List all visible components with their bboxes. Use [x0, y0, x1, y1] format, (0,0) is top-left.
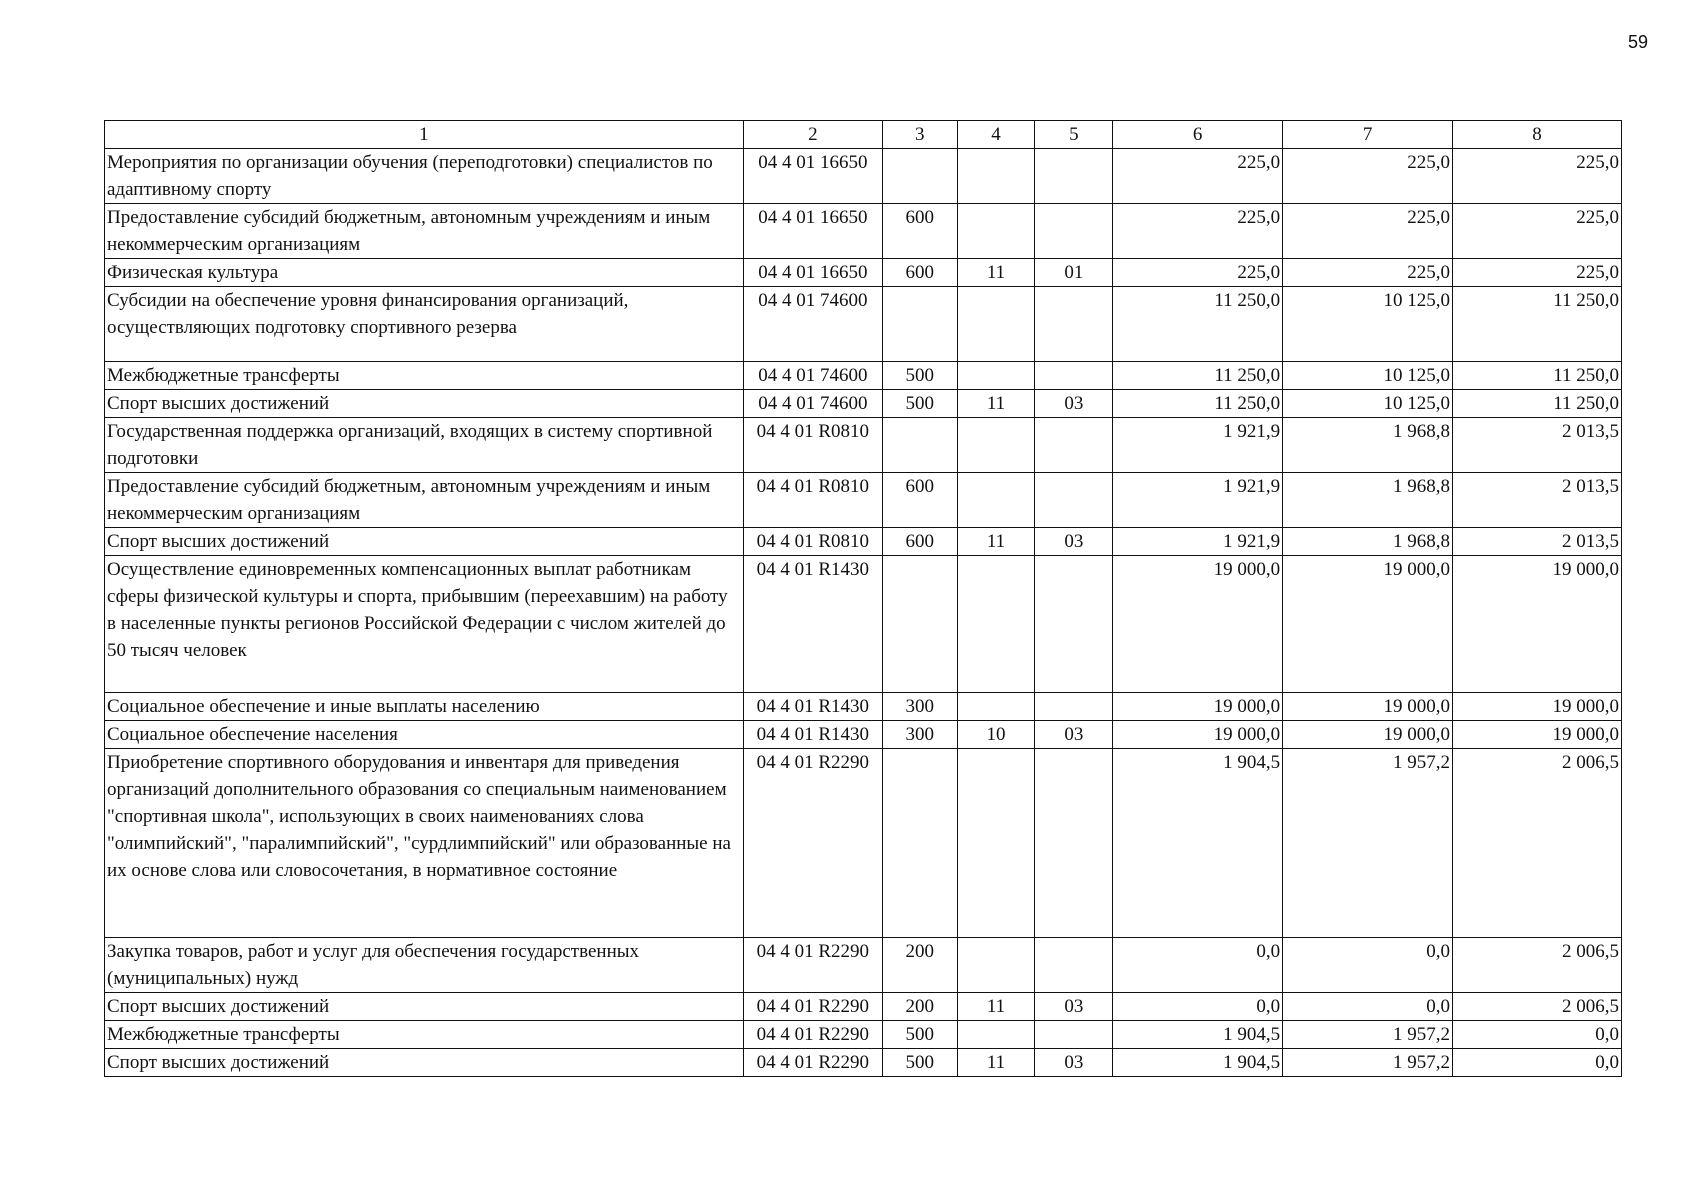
- subsection-cell: [1035, 556, 1113, 693]
- section-cell: [957, 362, 1035, 390]
- row-name-cell: Социальное обеспечение населения: [105, 721, 744, 749]
- target-code-cell: 04 4 01 R1430: [743, 721, 882, 749]
- amount-col6-cell: 19 000,0: [1113, 721, 1283, 749]
- amount-col6-cell: 19 000,0: [1113, 556, 1283, 693]
- row-name-cell: Межбюджетные трансферты: [105, 362, 744, 390]
- amount-col8-cell: 19 000,0: [1453, 693, 1622, 721]
- column-header: 4: [957, 121, 1035, 149]
- amount-col7-cell: 225,0: [1283, 204, 1453, 259]
- section-cell: [957, 938, 1035, 993]
- amount-col6-cell: 1 904,5: [1113, 1049, 1283, 1077]
- expense-type-cell: 300: [882, 721, 957, 749]
- amount-col6-cell: 1 904,5: [1113, 749, 1283, 938]
- amount-col7-cell: 10 125,0: [1283, 390, 1453, 418]
- row-name-cell: Приобретение спортивного оборудования и инвентаря для приведения организаций дополнительного образования со специальным наименованием "спортивная школа", использующих в своих наименованиях слова "олимпийский", "паралимпийский", "сурдлимпийский" или образованные на их основе слова или словосочетания, в нормативное состояние: [105, 749, 744, 938]
- table-row: [105, 556, 1622, 693]
- expense-type-cell: 600: [882, 204, 957, 259]
- table-body: [105, 149, 1622, 1077]
- amount-col6-cell: 1 921,9: [1113, 473, 1283, 528]
- expense-type-cell: 500: [882, 1049, 957, 1077]
- target-code-cell: 04 4 01 R2290: [743, 938, 882, 993]
- table-row: [105, 204, 1622, 259]
- amount-col7-cell: 225,0: [1283, 149, 1453, 204]
- target-code-cell: 04 4 01 16650: [743, 204, 882, 259]
- expense-type-cell: 500: [882, 390, 957, 418]
- column-header: 8: [1453, 121, 1622, 149]
- amount-col7-cell: 19 000,0: [1283, 693, 1453, 721]
- row-name-cell: Физическая культура: [105, 259, 744, 287]
- section-cell: 11: [957, 993, 1035, 1021]
- budget-table: [104, 120, 1622, 1077]
- amount-col6-cell: 1 921,9: [1113, 418, 1283, 473]
- target-code-cell: 04 4 01 R2290: [743, 993, 882, 1021]
- page-number: 59: [1627, 32, 1648, 52]
- subsection-cell: 03: [1035, 390, 1113, 418]
- section-cell: [957, 1021, 1035, 1049]
- target-code-cell: 04 4 01 R2290: [743, 1021, 882, 1049]
- target-code-cell: 04 4 01 R1430: [743, 556, 882, 693]
- amount-col7-cell: 1 957,2: [1283, 749, 1453, 938]
- amount-col8-cell: 2 006,5: [1453, 993, 1622, 1021]
- expense-type-cell: [882, 149, 957, 204]
- amount-col8-cell: 11 250,0: [1453, 287, 1622, 362]
- expense-type-cell: [882, 556, 957, 693]
- subsection-cell: [1035, 473, 1113, 528]
- subsection-cell: [1035, 418, 1113, 473]
- expense-type-cell: 600: [882, 259, 957, 287]
- amount-col6-cell: 225,0: [1113, 204, 1283, 259]
- amount-col7-cell: 0,0: [1283, 938, 1453, 993]
- subsection-cell: 03: [1035, 721, 1113, 749]
- amount-col8-cell: 225,0: [1453, 204, 1622, 259]
- amount-col7-cell: 19 000,0: [1283, 721, 1453, 749]
- amount-col6-cell: 1 904,5: [1113, 1021, 1283, 1049]
- target-code-cell: 04 4 01 74600: [743, 362, 882, 390]
- target-code-cell: 04 4 01 R2290: [743, 749, 882, 938]
- column-header: 3: [882, 121, 957, 149]
- amount-col7-cell: 1 957,2: [1283, 1049, 1453, 1077]
- amount-col8-cell: 11 250,0: [1453, 362, 1622, 390]
- row-name-cell: Спорт высших достижений: [105, 993, 744, 1021]
- table-row: [105, 938, 1622, 993]
- table-row: [105, 1021, 1622, 1049]
- expense-type-cell: [882, 418, 957, 473]
- row-name-cell: Осуществление единовременных компенсационных выплат работникам сферы физической культуры и спорта, прибывшим (переехавшим) на работу в населенные пункты регионов Российской Федерации с числом жителей до 50 тысяч человек: [105, 556, 744, 693]
- expense-type-cell: 200: [882, 938, 957, 993]
- row-name-cell: Спорт высших достижений: [105, 390, 744, 418]
- target-code-cell: 04 4 01 R1430: [743, 693, 882, 721]
- amount-col8-cell: 19 000,0: [1453, 556, 1622, 693]
- subsection-cell: 03: [1035, 528, 1113, 556]
- amount-col7-cell: 10 125,0: [1283, 287, 1453, 362]
- target-code-cell: 04 4 01 74600: [743, 287, 882, 362]
- table-row: [105, 749, 1622, 938]
- row-name-cell: Социальное обеспечение и иные выплаты населению: [105, 693, 744, 721]
- section-cell: [957, 749, 1035, 938]
- column-header: 6: [1113, 121, 1283, 149]
- amount-col7-cell: 0,0: [1283, 993, 1453, 1021]
- amount-col6-cell: 11 250,0: [1113, 287, 1283, 362]
- table-row: [105, 993, 1622, 1021]
- target-code-cell: 04 4 01 R0810: [743, 528, 882, 556]
- section-cell: 11: [957, 259, 1035, 287]
- target-code-cell: 04 4 01 16650: [743, 259, 882, 287]
- section-cell: 11: [957, 390, 1035, 418]
- row-name-cell: Предоставление субсидий бюджетным, автономным учреждениям и иным некоммерческим организациям: [105, 204, 744, 259]
- amount-col7-cell: 1 968,8: [1283, 418, 1453, 473]
- amount-col7-cell: 225,0: [1283, 259, 1453, 287]
- section-cell: [957, 287, 1035, 362]
- amount-col6-cell: 0,0: [1113, 993, 1283, 1021]
- amount-col7-cell: 10 125,0: [1283, 362, 1453, 390]
- row-name-cell: Закупка товаров, работ и услуг для обеспечения государственных (муниципальных) нужд: [105, 938, 744, 993]
- amount-col8-cell: 0,0: [1453, 1049, 1622, 1077]
- subsection-cell: [1035, 362, 1113, 390]
- section-cell: 11: [957, 528, 1035, 556]
- table-row: [105, 693, 1622, 721]
- expense-type-cell: 500: [882, 362, 957, 390]
- amount-col6-cell: 11 250,0: [1113, 362, 1283, 390]
- amount-col6-cell: 11 250,0: [1113, 390, 1283, 418]
- table-row: [105, 390, 1622, 418]
- section-cell: [957, 204, 1035, 259]
- row-name-cell: Субсидии на обеспечение уровня финансирования организаций, осуществляющих подготовку спортивного резерва: [105, 287, 744, 362]
- target-code-cell: 04 4 01 R2290: [743, 1049, 882, 1077]
- subsection-cell: [1035, 693, 1113, 721]
- amount-col7-cell: 1 968,8: [1283, 473, 1453, 528]
- amount-col6-cell: 0,0: [1113, 938, 1283, 993]
- subsection-cell: 03: [1035, 1049, 1113, 1077]
- amount-col8-cell: 2 013,5: [1453, 473, 1622, 528]
- amount-col7-cell: 1 957,2: [1283, 1021, 1453, 1049]
- target-code-cell: 04 4 01 16650: [743, 149, 882, 204]
- amount-col8-cell: 2 006,5: [1453, 938, 1622, 993]
- target-code-cell: 04 4 01 R0810: [743, 418, 882, 473]
- amount-col8-cell: 11 250,0: [1453, 390, 1622, 418]
- amount-col7-cell: 19 000,0: [1283, 556, 1453, 693]
- row-name-cell: Спорт высших достижений: [105, 1049, 744, 1077]
- subsection-cell: [1035, 204, 1113, 259]
- expense-type-cell: 500: [882, 1021, 957, 1049]
- table-row: [105, 149, 1622, 204]
- amount-col8-cell: 2 013,5: [1453, 528, 1622, 556]
- section-cell: [957, 149, 1035, 204]
- table-row: [105, 362, 1622, 390]
- row-name-cell: Межбюджетные трансферты: [105, 1021, 744, 1049]
- section-cell: [957, 693, 1035, 721]
- row-name-cell: Государственная поддержка организаций, входящих в систему спортивной подготовки: [105, 418, 744, 473]
- amount-col8-cell: 2 006,5: [1453, 749, 1622, 938]
- amount-col8-cell: 0,0: [1453, 1021, 1622, 1049]
- expense-type-cell: [882, 287, 957, 362]
- table-row: [105, 473, 1622, 528]
- subsection-cell: 01: [1035, 259, 1113, 287]
- amount-col6-cell: 225,0: [1113, 259, 1283, 287]
- section-cell: [957, 473, 1035, 528]
- subsection-cell: 03: [1035, 993, 1113, 1021]
- row-name-cell: Спорт высших достижений: [105, 528, 744, 556]
- section-cell: [957, 556, 1035, 693]
- subsection-cell: [1035, 1021, 1113, 1049]
- expense-type-cell: 300: [882, 693, 957, 721]
- expense-type-cell: 600: [882, 528, 957, 556]
- column-number-row: [105, 121, 1622, 149]
- column-header: 7: [1283, 121, 1453, 149]
- section-cell: 11: [957, 1049, 1035, 1077]
- amount-col6-cell: 19 000,0: [1113, 693, 1283, 721]
- subsection-cell: [1035, 287, 1113, 362]
- amount-col8-cell: 225,0: [1453, 149, 1622, 204]
- target-code-cell: 04 4 01 74600: [743, 390, 882, 418]
- amount-col6-cell: 225,0: [1113, 149, 1283, 204]
- table-row: [105, 528, 1622, 556]
- table-row: [105, 259, 1622, 287]
- row-name-cell: Предоставление субсидий бюджетным, автономным учреждениям и иным некоммерческим организациям: [105, 473, 744, 528]
- amount-col8-cell: 19 000,0: [1453, 721, 1622, 749]
- column-header: 5: [1035, 121, 1113, 149]
- section-cell: [957, 418, 1035, 473]
- column-header: 2: [743, 121, 882, 149]
- amount-col8-cell: 2 013,5: [1453, 418, 1622, 473]
- section-cell: 10: [957, 721, 1035, 749]
- table-row: [105, 1049, 1622, 1077]
- subsection-cell: [1035, 749, 1113, 938]
- amount-col6-cell: 1 921,9: [1113, 528, 1283, 556]
- target-code-cell: 04 4 01 R0810: [743, 473, 882, 528]
- expense-type-cell: [882, 749, 957, 938]
- subsection-cell: [1035, 149, 1113, 204]
- expense-type-cell: 200: [882, 993, 957, 1021]
- amount-col8-cell: 225,0: [1453, 259, 1622, 287]
- row-name-cell: Мероприятия по организации обучения (переподготовки) специалистов по адаптивному спорту: [105, 149, 744, 204]
- expense-type-cell: 600: [882, 473, 957, 528]
- column-header: 1: [105, 121, 744, 149]
- table-row: [105, 418, 1622, 473]
- table-row: [105, 721, 1622, 749]
- amount-col7-cell: 1 968,8: [1283, 528, 1453, 556]
- table-row: [105, 287, 1622, 362]
- subsection-cell: [1035, 938, 1113, 993]
